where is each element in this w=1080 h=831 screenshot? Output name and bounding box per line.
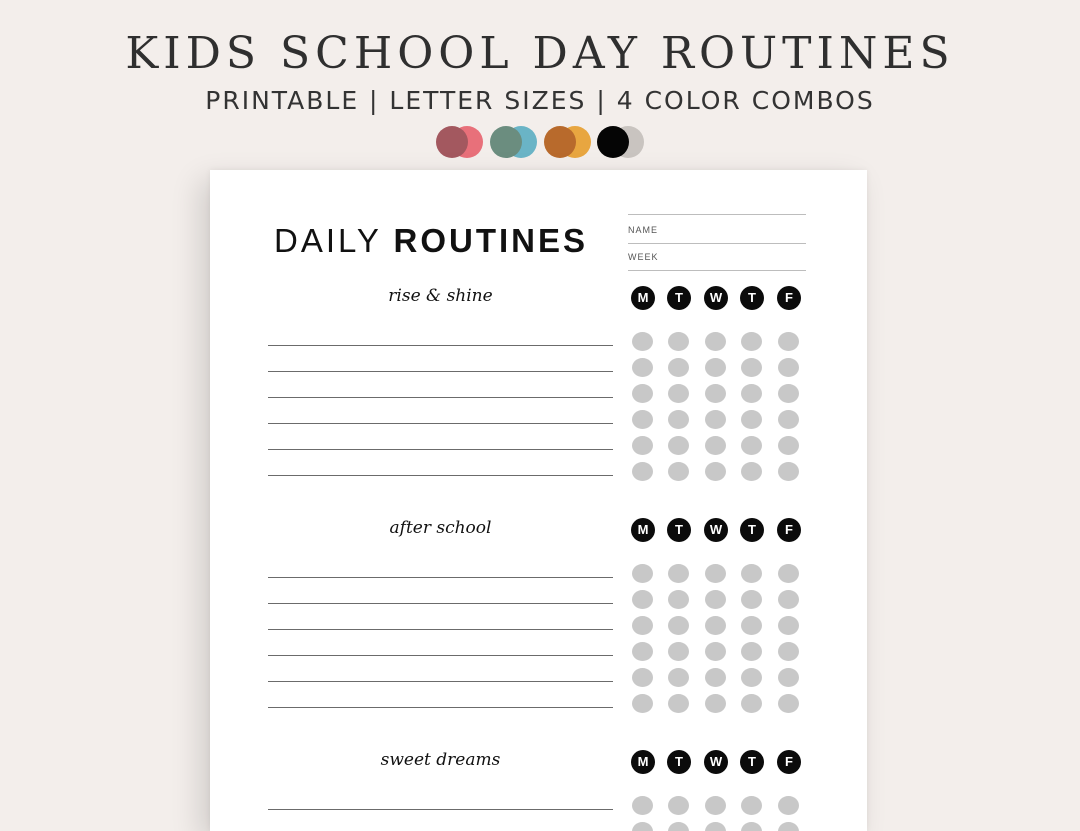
color-combo-sage-teal <box>490 126 538 158</box>
checkbox-dot[interactable] <box>668 410 689 429</box>
task-line[interactable] <box>268 371 613 372</box>
checkbox-dot[interactable] <box>632 436 653 455</box>
color-swatch-front <box>544 126 576 158</box>
task-line[interactable] <box>268 809 613 810</box>
day-badge: W <box>704 518 728 542</box>
checkbox-dot[interactable] <box>632 564 653 583</box>
checkbox-dot[interactable] <box>778 358 799 377</box>
section-rise-and-shine <box>210 286 867 486</box>
checkbox-dot[interactable] <box>705 436 726 455</box>
day-badge: T <box>740 518 764 542</box>
checkbox-dot[interactable] <box>668 616 689 635</box>
checkbox-dot[interactable] <box>705 410 726 429</box>
checkbox-dot[interactable] <box>741 358 762 377</box>
color-swatch-front <box>597 126 629 158</box>
checkbox-dot[interactable] <box>778 410 799 429</box>
checkbox-dot[interactable] <box>705 796 726 815</box>
checkbox-dot[interactable] <box>741 694 762 713</box>
checkbox-dot[interactable] <box>778 642 799 661</box>
checkbox-dot[interactable] <box>778 590 799 609</box>
checkbox-dot[interactable] <box>778 822 799 831</box>
task-line[interactable] <box>268 423 613 424</box>
checkbox-dot[interactable] <box>741 590 762 609</box>
task-line[interactable] <box>268 603 613 604</box>
week-field-line[interactable] <box>628 270 806 271</box>
checkbox-dot[interactable] <box>741 410 762 429</box>
color-combo-rose <box>436 126 484 158</box>
checkbox-dot[interactable] <box>632 384 653 403</box>
color-combo-mono <box>597 126 645 158</box>
checkbox-dot[interactable] <box>632 590 653 609</box>
task-line[interactable] <box>268 397 613 398</box>
checkbox-dot[interactable] <box>778 694 799 713</box>
checkbox-dot[interactable] <box>632 410 653 429</box>
checkbox-dot[interactable] <box>705 668 726 687</box>
checkbox-dot[interactable] <box>778 332 799 351</box>
checkbox-dot[interactable] <box>668 642 689 661</box>
hero-subtitle: PRINTABLE | LETTER SIZES | 4 COLOR COMBOS <box>205 86 875 115</box>
task-line[interactable] <box>268 475 613 476</box>
checkbox-dot[interactable] <box>741 564 762 583</box>
name-field-line[interactable] <box>628 243 806 244</box>
checkbox-dot[interactable] <box>668 436 689 455</box>
checkbox-dot[interactable] <box>741 822 762 831</box>
color-combo-amber <box>544 126 592 158</box>
day-badge: T <box>740 286 764 310</box>
day-badge: T <box>667 750 691 774</box>
task-line[interactable] <box>268 707 613 708</box>
day-badge: F <box>777 518 801 542</box>
checkbox-dot[interactable] <box>668 564 689 583</box>
day-badge: M <box>631 286 655 310</box>
color-combos <box>436 126 646 158</box>
checkbox-dot[interactable] <box>705 616 726 635</box>
checkbox-dot[interactable] <box>632 822 653 831</box>
checkbox-dot[interactable] <box>778 384 799 403</box>
checkbox-dot[interactable] <box>778 564 799 583</box>
day-badge: M <box>631 518 655 542</box>
checkbox-dot[interactable] <box>741 384 762 403</box>
task-line[interactable] <box>268 345 613 346</box>
checkbox-dot[interactable] <box>705 384 726 403</box>
checkbox-dot[interactable] <box>705 564 726 583</box>
checkbox-dot[interactable] <box>778 796 799 815</box>
section-after-school <box>210 518 867 718</box>
checkbox-dot[interactable] <box>705 332 726 351</box>
name-field-top-rule <box>628 214 806 215</box>
checkbox-dot[interactable] <box>778 616 799 635</box>
task-line[interactable] <box>268 449 613 450</box>
section-sweet-dreams <box>210 750 867 831</box>
checkbox-dot[interactable] <box>668 668 689 687</box>
checkbox-dot[interactable] <box>778 668 799 687</box>
sheet-title-light: DAILY <box>274 222 382 259</box>
checkbox-dot[interactable] <box>705 694 726 713</box>
day-badge: W <box>704 750 728 774</box>
checkbox-dot[interactable] <box>668 462 689 481</box>
checkbox-dot[interactable] <box>632 694 653 713</box>
checkbox-dot[interactable] <box>632 462 653 481</box>
task-line[interactable] <box>268 577 613 578</box>
color-swatch-front <box>490 126 522 158</box>
checkbox-dot[interactable] <box>668 694 689 713</box>
checkbox-dot[interactable] <box>705 358 726 377</box>
sheet-title-bold: ROUTINES <box>393 222 589 259</box>
checkbox-dot[interactable] <box>668 358 689 377</box>
section-heading: after school <box>389 518 492 538</box>
checkbox-dot[interactable] <box>632 358 653 377</box>
checkbox-dot[interactable] <box>741 436 762 455</box>
day-badge: T <box>740 750 764 774</box>
checkbox-dot[interactable] <box>632 668 653 687</box>
checkbox-dot[interactable] <box>705 462 726 481</box>
day-badge: M <box>631 750 655 774</box>
checkbox-dot[interactable] <box>778 462 799 481</box>
day-badge: F <box>777 750 801 774</box>
checkbox-dot[interactable] <box>741 616 762 635</box>
day-badge: T <box>667 518 691 542</box>
checkbox-dot[interactable] <box>632 332 653 351</box>
day-badge: F <box>777 286 801 310</box>
checkbox-dot[interactable] <box>668 332 689 351</box>
checkbox-dot[interactable] <box>668 796 689 815</box>
task-line[interactable] <box>268 629 613 630</box>
checkbox-dot[interactable] <box>705 642 726 661</box>
checkbox-dot[interactable] <box>741 462 762 481</box>
sheet-title <box>274 222 588 260</box>
color-swatch-front <box>436 126 468 158</box>
section-heading: rise & shine <box>388 286 493 306</box>
checkbox-dot[interactable] <box>668 822 689 831</box>
checkbox-dot[interactable] <box>668 590 689 609</box>
checkbox-dot[interactable] <box>632 796 653 815</box>
checkbox-dot[interactable] <box>705 590 726 609</box>
checkbox-dot[interactable] <box>741 668 762 687</box>
hero-title: KIDS SCHOOL DAY ROUTINES <box>125 28 955 79</box>
checkbox-dot[interactable] <box>668 384 689 403</box>
checkbox-dot[interactable] <box>632 642 653 661</box>
week-field-label: WEEK <box>628 252 659 262</box>
checkbox-dot[interactable] <box>741 796 762 815</box>
checkbox-dot[interactable] <box>632 616 653 635</box>
section-heading: sweet dreams <box>380 750 501 770</box>
task-line[interactable] <box>268 655 613 656</box>
day-badge: W <box>704 286 728 310</box>
day-badge: T <box>667 286 691 310</box>
name-field-label: NAME <box>628 225 659 235</box>
checkbox-dot[interactable] <box>741 332 762 351</box>
checkbox-dot[interactable] <box>778 436 799 455</box>
checkbox-dot[interactable] <box>705 822 726 831</box>
task-line[interactable] <box>268 681 613 682</box>
printable-sheet <box>210 170 867 831</box>
checkbox-dot[interactable] <box>741 642 762 661</box>
